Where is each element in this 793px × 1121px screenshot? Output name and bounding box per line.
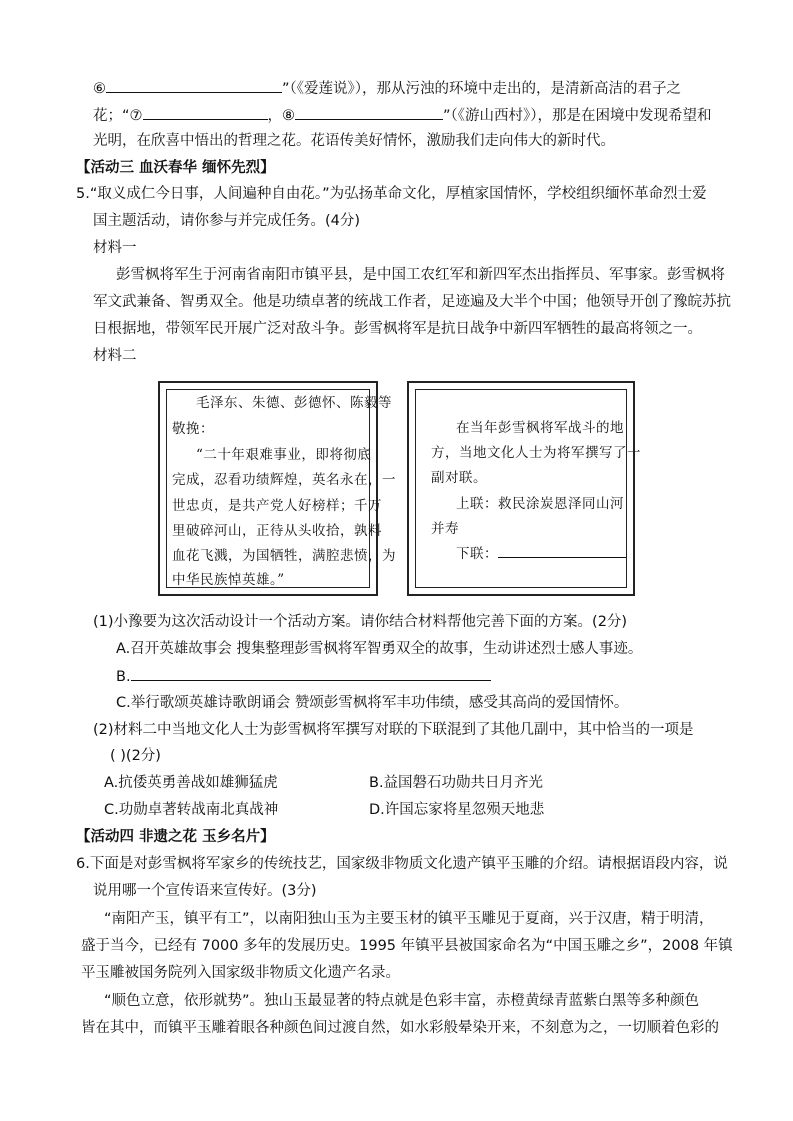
- couplet-line: 上联：救民涂炭恩泽同山河: [456, 496, 624, 512]
- question-6-text: 6.下面是对彭雪枫将军家乡的传统技艺，国家级非物质文化遗产镇平玉雕的介绍。请根据语段内容，说: [76, 856, 728, 872]
- option-a[interactable]: A.抗倭英勇善战如雄狮猛虎: [104, 775, 278, 791]
- text-segment: ，⑧: [267, 108, 296, 124]
- option-d[interactable]: D.许国忘家将星忽殒天地悲: [369, 802, 545, 818]
- question-6-text: 说用哪一个宣传语来宣传好。(3分): [93, 883, 317, 899]
- material-label: 材料二: [93, 348, 137, 364]
- paragraph-line: “顺色立意，依形就势”。独山玉最显著的特点就是色彩丰富，赤橙黄绿青蓝紫白黑等多种颜色: [104, 993, 700, 1009]
- paragraph-line: 皆在其中，而镇平玉雕着眼各种颜色间过渡自然，如水彩般晕染开来，不刻意为之，一切顺着色彩的: [81, 1020, 719, 1036]
- subquestion-1: (1)小豫要为这次活动设计一个活动方案。请你结合材料帮他完善下面的方案。(2分): [93, 614, 628, 630]
- couplet-line: [456, 544, 626, 564]
- couplet-line: 方，当地文化人士为将军撰写了一: [431, 445, 641, 461]
- answer-paren[interactable]: ( )(2分): [110, 748, 161, 764]
- paragraph-line: 彭雪枫将军生于河南省南阳市镇平县，是中国工农红军和新四军杰出指挥员、军事家。彭雪枫将: [116, 267, 725, 283]
- couplet-label: 下联：: [456, 546, 498, 562]
- answer-blank-6[interactable]: [106, 78, 282, 93]
- elegy-line: 血花飞溅，为国牺牲，满腔悲愤，为: [172, 548, 396, 564]
- plan-item-label: B.: [116, 669, 131, 685]
- option-c[interactable]: C.功勋卓著转战南北真战神: [104, 802, 279, 818]
- paragraph-line: 军文武兼备、智勇双全。他是功绩卓著的统战工作者，足迹遍及大半个中国；他领导开创了豫皖苏抗: [93, 294, 731, 310]
- text-segment: 花；“⑦: [93, 108, 143, 124]
- elegy-line: 中华民族悼英雄。”: [172, 572, 285, 588]
- answer-blank-7[interactable]: [143, 105, 268, 120]
- elegy-line: 敬挽：: [172, 421, 214, 437]
- section-heading: 【活动四 非遗之花 玉乡名片】: [76, 829, 275, 845]
- section-heading: 【活动三 血沃春华 缅怀先烈】: [76, 160, 275, 176]
- text-line: 光明，在欣喜中悟出的哲理之花。花语传美好情怀，激励我们走向伟大的新时代。: [93, 133, 615, 149]
- paragraph-line: “南阳产玉，镇平有工”，以南阳独山玉为主要玉材的镇平玉雕见于夏商，兴于汉唐，精于明清，: [104, 911, 714, 927]
- plan-item-c: C.举行歌颂英雄诗歌朗诵会 赞颂彭雪枫将军丰功伟绩，感受其高尚的爱国情怀。: [116, 695, 629, 711]
- elegy-line: 完成，忍看功绩辉煌，英名永在，一: [172, 472, 396, 488]
- option-b[interactable]: B.益国磐石功勋共日月齐光: [369, 775, 544, 791]
- plan-answer-blank[interactable]: [131, 666, 491, 681]
- elegy-line: 毛泽东、朱德、彭德怀、陈毅等: [196, 395, 392, 411]
- subquestion-2: (2)材料二中当地文化人士为彭雪枫将军撰写对联的下联混到了其他几副中，其中恰当的一项是: [93, 722, 694, 738]
- elegy-line: “二十年艰难事业，即将彻底: [196, 447, 372, 463]
- paragraph-line: 平玉雕被国务院列入国家级非物质文化遗产名录。: [81, 965, 400, 981]
- text-line: [93, 78, 681, 99]
- circled-number: ⑥: [93, 81, 106, 97]
- couplet-line: 副对联。: [431, 470, 487, 486]
- plan-item-a: A.召开英雄故事会 搜集整理彭雪枫将军智勇双全的故事，生动讲述烈士感人事迹。: [116, 641, 643, 657]
- elegy-line: 里破碎河山，正待从头收拾，孰料: [172, 523, 382, 539]
- couplet-answer-blank[interactable]: [498, 545, 626, 558]
- elegy-line: 世忠贞，是共产党人好榜样；千万: [172, 498, 382, 514]
- paragraph-line: 日根据地，带领军民开展广泛对敌斗争。彭雪枫将军是抗日战争中新四军牺牲的最高将领之一。: [93, 321, 702, 337]
- text-line: [93, 105, 712, 126]
- paragraph-line: 盛于当今，已经有 7000 多年的发展历史。1995 年镇平县被国家命名为“中国玉雕之乡”，2008 年镇: [81, 938, 733, 954]
- couplet-line: 在当年彭雪枫将军战斗的地: [456, 420, 624, 436]
- question-5-text: 5.“取义成仁今日事，人间遍种自由花。”为弘扬革命文化，厚植家国情怀，学校组织缅怀革命烈士爱: [76, 186, 707, 202]
- text-segment: ”（《游山西村》），那是在困境中发现希望和: [443, 108, 712, 124]
- question-5-text: 国主题活动，请你参与并完成任务。(4分): [93, 213, 361, 229]
- couplet-line: 并寿: [431, 521, 459, 537]
- text-segment: ”（《爱莲说》），那从污浊的环境中走出的，是清新高洁的君子之: [282, 81, 682, 97]
- material-label: 材料一: [93, 240, 137, 256]
- plan-item-b: [116, 666, 491, 687]
- answer-blank-8[interactable]: [295, 105, 443, 120]
